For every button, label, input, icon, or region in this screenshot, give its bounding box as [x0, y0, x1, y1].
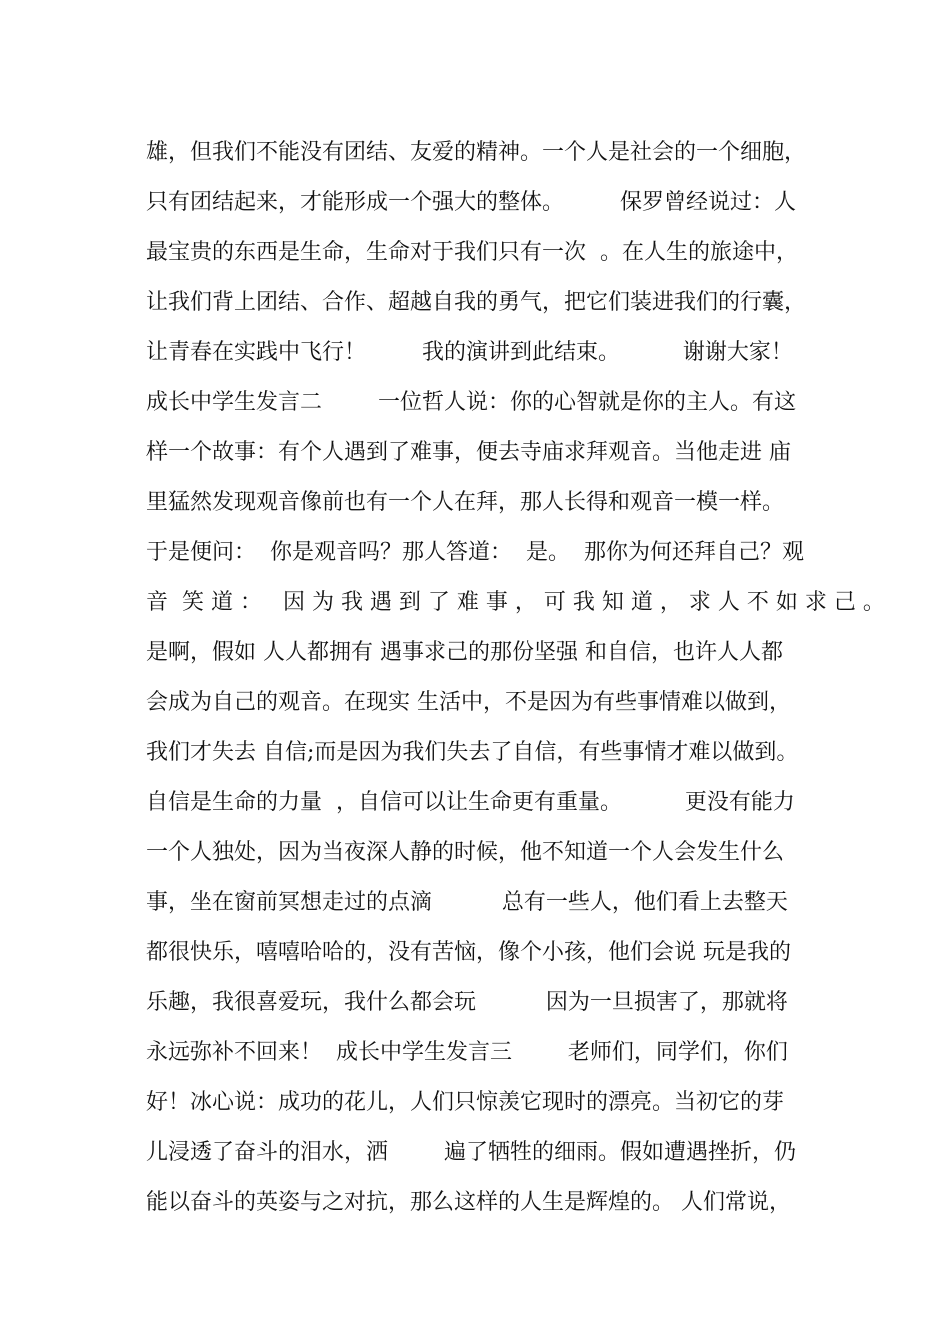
- text-line: 是啊，假如 人人都拥有 遇事求己的那份坚强 和自信，也许人人都: [146, 640, 783, 665]
- text-line: 让青春在实践中飞行！ 我的演讲到此结束。 谢谢大家！: [146, 340, 793, 365]
- text-line: 里猛然发现观音像前也有一个人在拜，那人长得和观音一模一样。: [146, 490, 785, 515]
- text-line: 事，坐在窗前冥想走过的点滴 总有一些人，他们看上去整天: [146, 890, 788, 915]
- text-line: 一个人独处，因为当夜深人静的时候，他不知道一个人会发生什么: [146, 840, 785, 865]
- text-line: 都很快乐，嘻嘻哈哈的，没有苦恼，像个小孩，他们会说 玩是我的: [146, 940, 791, 965]
- text-line: 乐趣，我很喜爱玩，我什么都会玩 因为一旦损害了，那就将: [146, 990, 788, 1015]
- text-line: 让我们背上团结、合作、超越自我的勇气，把它们装进我们的行囊，: [146, 290, 807, 315]
- text-line: 只有团结起来，才能形成一个强大的整体。 保罗曾经说过：人: [146, 190, 796, 215]
- text-line: 儿浸透了奋斗的泪水，洒 遍了牺牲的细雨。假如遭遇挫折，仍: [146, 1140, 796, 1165]
- text-line: 好！冰心说：成功的花儿，人们只惊羡它现时的漂亮。当初它的芽: [146, 1090, 785, 1115]
- body-text: [146, 128, 885, 1228]
- text-line: 永远弥补不回来！ 成长中学生发言三 老师们，同学们，你们: [146, 1040, 788, 1065]
- text-line: 雄，但我们不能没有团结、友爱的精神。一个人是社会的一个细胞，: [146, 140, 807, 165]
- text-line: 能以奋斗的英姿与之对抗，那么这样的人生是辉煌的。 人们常说，: [146, 1190, 791, 1215]
- text-line: 于是便问： 你是观音吗？那人答道： 是。 那你为何还拜自己？观: [146, 540, 804, 565]
- text-line: 成长中学生发言二 一位哲人说：你的心智就是你的主人。有这: [146, 390, 796, 415]
- text-line: 我们才失去 自信;而是因为我们失去了自信，有些事情才难以做到。: [146, 740, 799, 765]
- text-line: 样一个故事：有个人遇到了难事，便去寺庙求拜观音。当他走进 庙: [146, 440, 791, 465]
- text-line: 会成为自己的观音。在现实 生活中，不是因为有些事情难以做到，: [146, 690, 791, 715]
- text-line: 音 笑 道 ： 因 为 我 遇 到 了 难 事 ， 可 我 知 道 ， 求 人 不 如 求 己 。: [146, 590, 885, 615]
- text-line: 自信是生命的力量 ，自信可以让生命更有重量。 更没有能力: [146, 790, 795, 815]
- text-line: 最宝贵的东西是生命，生命对于我们只有一次 。在人生的旅途中，: [146, 240, 798, 265]
